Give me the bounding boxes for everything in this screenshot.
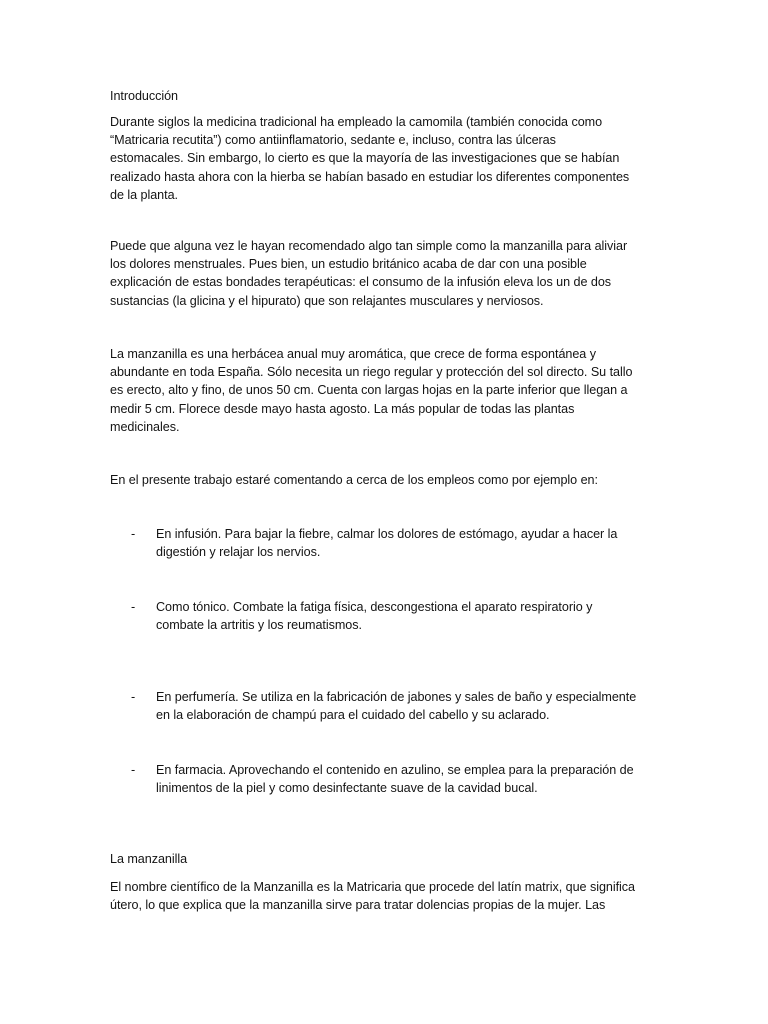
paragraph-line: abundante en toda España. Sólo necesita un riego regular y protección del sol directo. Su tallo xyxy=(110,365,633,380)
list-item xyxy=(156,761,656,797)
list-item-line: En perfumería. Se utiliza en la fabricación de jabones y sales de baño y especialmente xyxy=(156,690,637,704)
list-item-line: combate la artritis y los reumatismos. xyxy=(156,618,362,633)
list-item-line: linimentos de la piel y como desinfectante suave de la cavidad bucal. xyxy=(156,781,538,796)
paragraph-line: medir 5 cm. Florece desde mayo hasta agosto. La más popular de todas las plantas xyxy=(110,401,575,416)
list-item xyxy=(156,598,656,634)
paragraph-line: explicación de estas bondades terapéuticas: el consumo de la infusión eleva los un de dos xyxy=(110,275,612,290)
list-item-line: en la elaboración de champú para el cuidado del cabello y su aclarado. xyxy=(156,708,550,723)
paragraph-2 xyxy=(110,237,660,310)
list-item-line: digestión y relajar los nervios. xyxy=(156,545,321,560)
heading-la-manzanilla: La manzanilla xyxy=(110,852,188,866)
paragraph-line: “Matricaria recutita”) como antiinflamatorio, sedante e, incluso, contra las úlceras xyxy=(110,133,556,148)
paragraph-line: es erecto, alto y fino, de unos 50 cm. Cuenta con largas hojas en la parte inferior que llegan a xyxy=(110,383,628,398)
paragraph-line: estomacales. Sin embargo, lo cierto es que la mayoría de las investigaciones que se habían xyxy=(110,151,620,166)
list-item xyxy=(156,688,656,724)
paragraph-line: sustancias (la glicina y el hipurato) que son relajantes musculares y nerviosos. xyxy=(110,293,544,308)
paragraph-line: Durante siglos la medicina tradicional ha empleado la camomila (también conocida como xyxy=(110,115,603,129)
paragraph-4 xyxy=(110,471,660,489)
list-item-line: En farmacia. Aprovechando el contenido en azulino, se emplea para la preparación de xyxy=(156,763,634,777)
paragraph-line: de la planta. xyxy=(110,187,178,202)
paragraph-1 xyxy=(110,113,660,204)
paragraph-line: La manzanilla es una herbácea anual muy aromática, que crece de forma espontánea y xyxy=(110,347,596,361)
paragraph-line: realizado hasta ahora con la hierba se habían basado en estudiar los diferentes componentes xyxy=(110,169,630,184)
paragraph-line: los dolores menstruales. Pues bien, un estudio británico acaba de dar con una posible xyxy=(110,257,587,272)
bullet-marker: - xyxy=(131,690,136,704)
paragraph-3 xyxy=(110,345,660,436)
paragraph-line: útero, lo que explica que la manzanilla sirve para tratar dolencias propias de la mujer. Las xyxy=(110,898,606,913)
list-item-line: Como tónico. Combate la fatiga física, descongestiona el aparato respiratorio y xyxy=(156,600,593,614)
list-item xyxy=(156,525,656,561)
paragraph-5 xyxy=(110,878,660,914)
paragraph-line: En el presente trabajo estaré comentando a cerca de los empleos como por ejemplo en: xyxy=(110,473,598,487)
bullet-marker: - xyxy=(131,763,136,777)
paragraph-line: Puede que alguna vez le hayan recomendado algo tan simple como la manzanilla para aliviar xyxy=(110,239,628,253)
paragraph-line: El nombre científico de la Manzanilla es la Matricaria que procede del latín matrix, que significa xyxy=(110,880,636,894)
list-item-line: En infusión. Para bajar la fiebre, calmar los dolores de estómago, ayudar a hacer la xyxy=(156,527,618,541)
bullet-marker: - xyxy=(131,527,136,541)
heading-introduccion: Introducción xyxy=(110,89,179,103)
bullet-marker: - xyxy=(131,600,136,614)
paragraph-line: medicinales. xyxy=(110,419,180,434)
